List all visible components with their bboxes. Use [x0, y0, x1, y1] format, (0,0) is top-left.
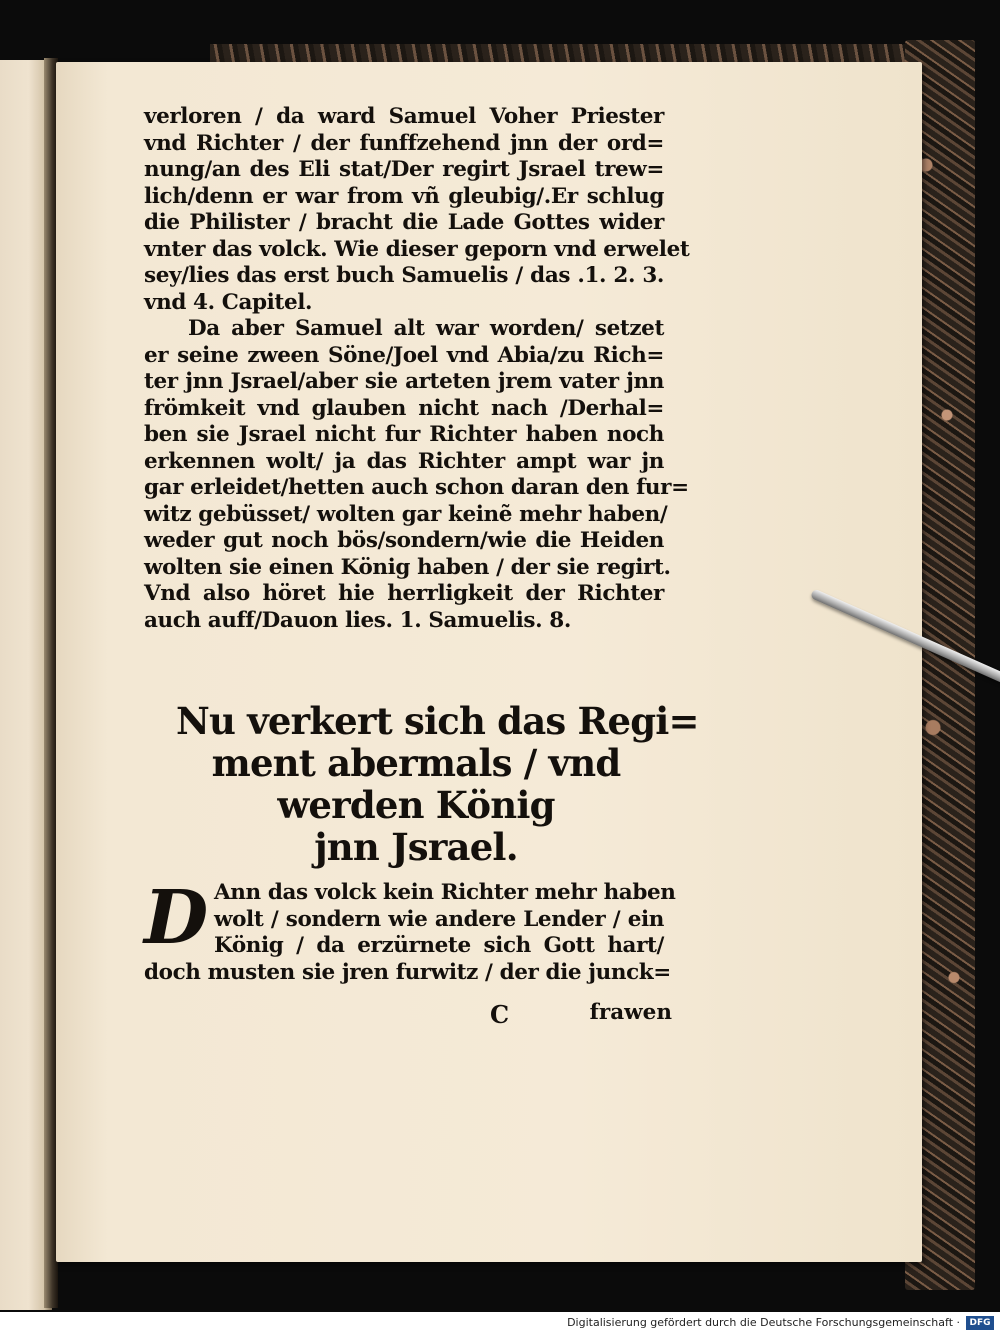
heading-line: werden König	[277, 783, 555, 827]
section-heading	[176, 699, 699, 869]
text-line: Ann das volck kein Richter mehr haben	[214, 880, 676, 905]
marbled-cover-top	[210, 44, 970, 64]
text-line: gar erleidet/hetten auch schon daran den fur=	[144, 475, 689, 500]
text-line: verloren / da ward Samuel Voher Priester	[144, 104, 664, 129]
text-line: sey/lies das erst buch Samuelis / das .1. 2. 3.	[144, 263, 664, 288]
catchword: frawen	[589, 1000, 672, 1025]
text-line: Da aber Samuel alt war worden/ setzet	[188, 316, 664, 341]
text-line: vnd 4. Capitel.	[144, 289, 313, 315]
text-line: vnd Richter / der funffzehend jnn der ord=	[144, 130, 664, 156]
text-line: König / da erzürnete sich Gott hart/	[214, 933, 664, 958]
signature-mark: C	[490, 1000, 510, 1029]
text-line: weder gut noch bös/sondern/wie die Heiden	[144, 528, 664, 553]
heading-line: ment abermals / vnd	[211, 741, 621, 785]
funding-credit: Digitalisierung gefördert durch die Deutsche Forschungsgemeinschaft ·	[567, 1316, 960, 1329]
dfg-logo-icon: DFG	[966, 1316, 994, 1330]
text-line: Vnd also höret hie herrligkeit der Richter	[144, 581, 664, 606]
footer-bar	[0, 1312, 1000, 1336]
body-text-block	[144, 104, 690, 634]
text-line: vnter das volck. Wie dieser geporn vnd erwelet	[144, 236, 690, 262]
text-line: wolten sie einen König haben / der sie regirt.	[144, 554, 671, 580]
text-line: witz gebüsset/ wolten gar keinẽ mehr haben/	[144, 501, 668, 527]
text-line: ter jnn Jsrael/aber sie arteten jrem vater jnn	[144, 369, 664, 394]
text-line: doch musten sie jren furwitz / der die junck=	[144, 959, 671, 985]
text-line: er seine zween Söne/Joel vnd Abia/zu Rich=	[144, 342, 664, 368]
text-line: auch auff/Dauon lies. 1. Samuelis. 8.	[144, 607, 571, 633]
text-line: erkennen wolt/ ja das Richter ampt war jn	[144, 448, 664, 474]
section-paragraph	[144, 875, 676, 986]
text-line: ben sie Jsrael nicht fur Richter haben noch	[144, 422, 664, 447]
text-line: die Philister / bracht die Lade Gottes wider	[144, 210, 664, 235]
text-line: lich/denn er war from vñ gleubig/.Er schlug	[144, 183, 664, 209]
text-line: wolt / sondern wie andere Lender / ein	[214, 906, 664, 932]
heading-line: jnn Jsrael.	[314, 825, 518, 869]
decorated-initial: D	[144, 875, 208, 961]
heading-line: Nu verkert sich das Regi=	[176, 699, 699, 743]
text-line: nung/an des Eli stat/Der regirt Jsrael trew=	[144, 157, 664, 182]
text-line: frömkeit vnd glauben nicht nach /Derhal=	[144, 395, 664, 421]
